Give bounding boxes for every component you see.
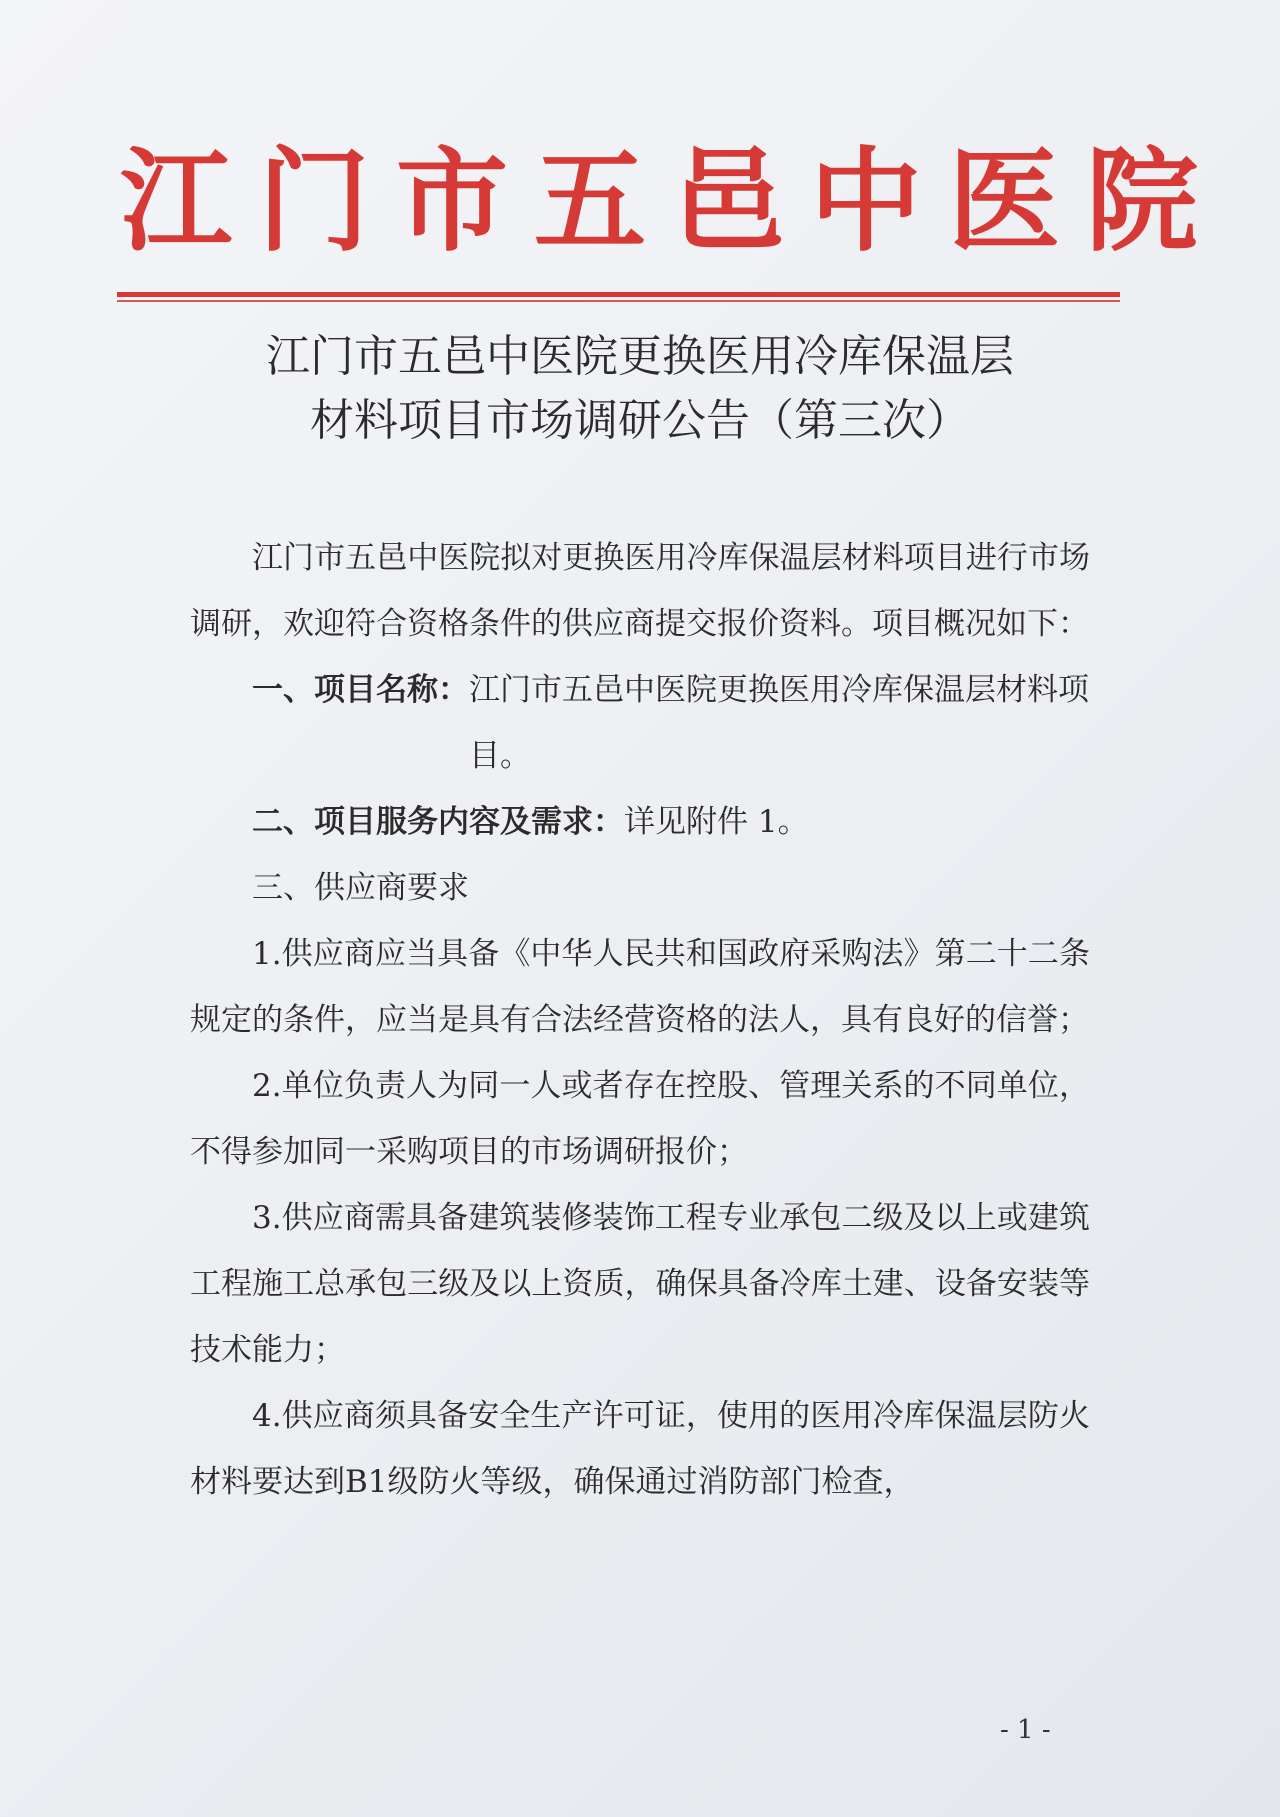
document-title-line1: 江门市五邑中医院更换医用冷库保温层 [266, 331, 1014, 382]
document-title [120, 325, 1160, 453]
page-number: - 1 - [1000, 1715, 1051, 1745]
intro-paragraph: 江门市五邑中医院拟对更换医用冷库保温层材料项目进行市场调研，欢迎符合资格条件的供应商提交报价资料。项目概况如下： [190, 540, 1090, 642]
requirement-item: 3.供应商需具备建筑装修装饰工程专业承包二级及以上或建筑工程施工总承包三级及以上资质，确保具备冷库土建、设备安装等技术能力； [190, 1200, 1090, 1368]
document-body [190, 525, 1090, 1515]
section-supplier-requirements [190, 855, 1090, 921]
section-service-content [190, 789, 1090, 855]
document-title-line2: 材料项目市场调研公告（第三次） [310, 395, 970, 446]
section-service-content-label: 二、项目服务内容及需求： [252, 804, 624, 840]
requirement-item: 1.供应商应当具备《中华人民共和国政府采购法》第二十二条规定的条件，应当是具有合法经营资格的法人，具有良好的信誉； [190, 936, 1090, 1038]
hospital-letterhead: 江门市五邑中医院 [120, 136, 1224, 267]
section-project-name-label: 一、项目名称： [252, 672, 469, 708]
requirement-item: 4.供应商须具备安全生产许可证，使用的医用冷库保温层防火材料要达到B1级防火等级，确保通过消防部门检查， [190, 1398, 1090, 1500]
section-project-name-value: 江门市五邑中医院更换医用冷库保温层材料项目。 [469, 672, 1089, 774]
section-supplier-requirements-label: 三、供应商要求 [252, 870, 469, 906]
section-service-content-value: 详见附件 1。 [624, 804, 809, 840]
letterhead-divider [117, 292, 1120, 297]
requirement-item: 2.单位负责人为同一人或者存在控股、管理关系的不同单位，不得参加同一采购项目的市场调研报价； [190, 1068, 1090, 1170]
section-project-name [190, 657, 1090, 789]
letterhead-divider-thin [117, 300, 1120, 302]
